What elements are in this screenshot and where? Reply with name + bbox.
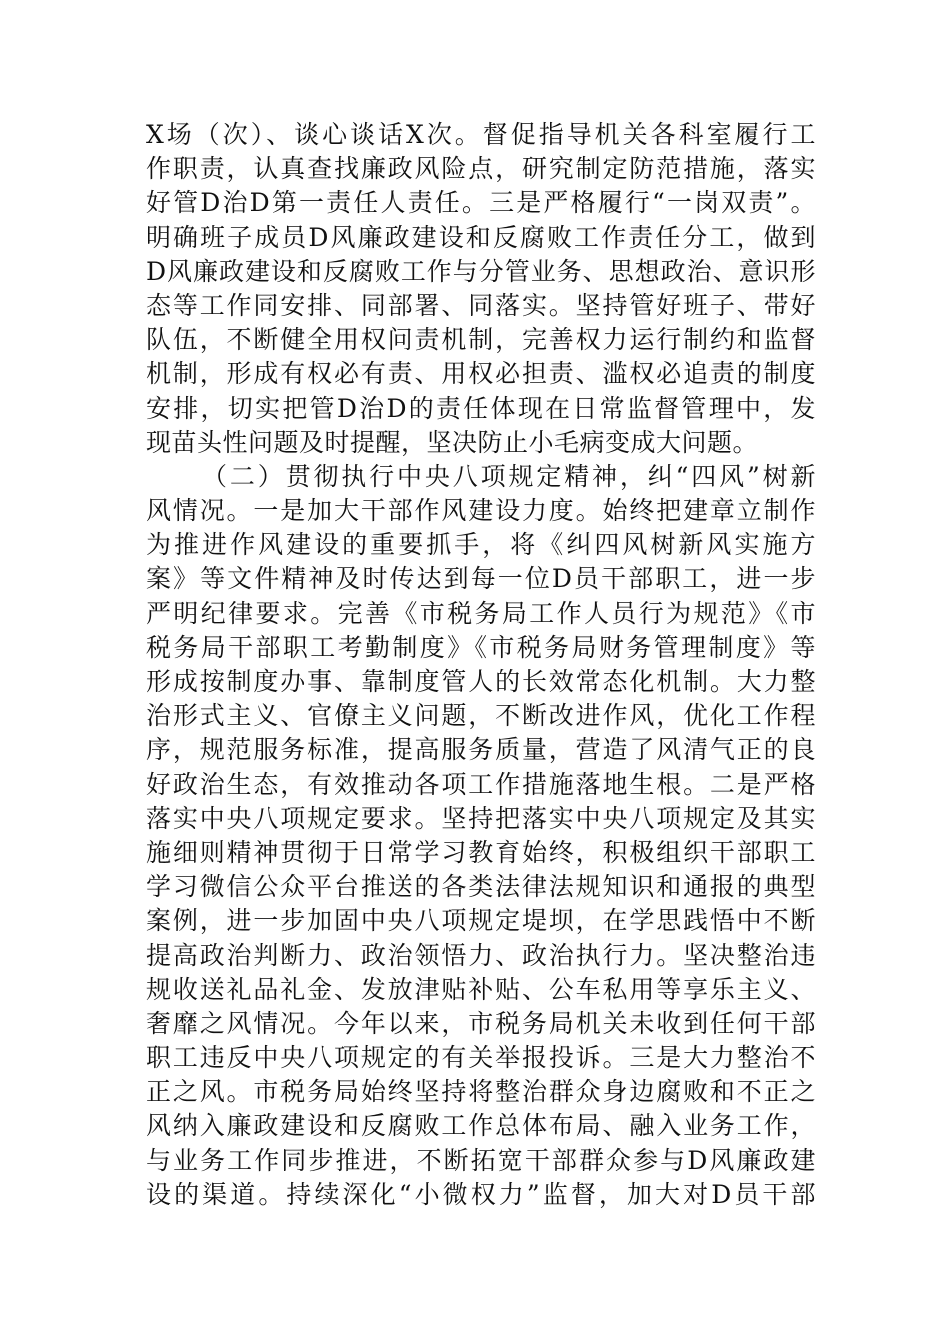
body-line: 为推进作风建设的重要抓手，将《纠四风树新风实施方 <box>146 530 816 560</box>
body-line: 队伍，不断健全用权问责机制，完善权力运行制约和监督 <box>146 325 816 355</box>
body-line: 案例，进一步加固中央八项规定堤坝，在学思践悟中不断 <box>146 906 816 936</box>
body-line: 案》等文件精神及时传达到每一位D员干部职工，进一步 <box>146 564 816 594</box>
body-line: 态等工作同安排、同部署、同落实。坚持管好班子、带好 <box>146 290 816 320</box>
body-line: 职工违反中央八项规定的有关举报投诉。三是大力整治不 <box>146 1043 816 1073</box>
body-line: 风情况。一是加大干部作风建设力度。始终把建章立制作 <box>146 496 816 526</box>
body-line: 风纳入廉政建设和反腐败工作总体布局、融入业务工作， <box>146 1111 816 1141</box>
body-line: 落实中央八项规定要求。坚持把落实中央八项规定及其实 <box>146 803 816 833</box>
body-line: 学习微信公众平台推送的各类法律法规知识和通报的典型 <box>146 872 816 902</box>
body-line: 安排，切实把管D治D的责任体现在日常监督管理中，发 <box>146 393 816 423</box>
body-line: 规收送礼品礼金、发放津贴补贴、公车私用等享乐主义、 <box>146 974 816 1004</box>
body-line: 机制，形成有权必有责、用权必担责、滥权必追责的制度 <box>146 359 816 389</box>
body-line: 与业务工作同步推进，不断拓宽干部群众参与D风廉政建 <box>146 1145 816 1175</box>
body-line: 现苗头性问题及时提醒，坚决防止小毛病变成大问题。 <box>146 427 759 457</box>
body-line: 提高政治判断力、政治领悟力、政治执行力。坚决整治违 <box>146 940 816 970</box>
body-line: 设的渠道。持续深化“小微权力”监督，加大对D员干部 <box>146 1179 816 1209</box>
body-line: 明确班子成员D风廉政建设和反腐败工作责任分工，做到 <box>146 222 816 252</box>
body-line: 治形式主义、官僚主义问题，不断改进作风，优化工作程 <box>146 701 816 731</box>
document-body <box>146 118 816 1212</box>
body-line: 正之风。市税务局始终坚持将整治群众身边腐败和不正之 <box>146 1077 816 1107</box>
body-line: 作职责，认真查找廉政风险点，研究制定防范措施，落实 <box>146 154 816 184</box>
body-line: 税务局干部职工考勤制度》《市税务局财务管理制度》等 <box>146 632 816 662</box>
body-line: 形成按制度办事、靠制度管人的长效常态化机制。大力整 <box>146 667 816 696</box>
body-line: 严明纪律要求。完善《市税务局工作人员行为规范》《市 <box>146 598 816 628</box>
section-heading-line: （二）贯彻执行中央八项规定精神，纠“四风”树新 <box>202 461 816 491</box>
body-line: 序，规范服务标准，提高服务质量，营造了风清气正的良 <box>146 735 816 765</box>
body-line: X场（次）、谈心谈话X次。督促指导机关各科室履行工 <box>146 120 816 149</box>
body-line: D风廉政建设和反腐败工作与分管业务、思想政治、意识形 <box>146 256 816 286</box>
body-line: 施细则精神贯彻于日常学习教育始终，积极组织干部职工 <box>146 837 816 867</box>
body-line: 奢靡之风情况。今年以来，市税务局机关未收到任何干部 <box>146 1008 816 1038</box>
body-line: 好政治生态，有效推动各项工作措施落地生根。二是严格 <box>146 769 816 799</box>
body-line: 好管D治D第一责任人责任。三是严格履行“一岗双责”。 <box>146 188 816 218</box>
